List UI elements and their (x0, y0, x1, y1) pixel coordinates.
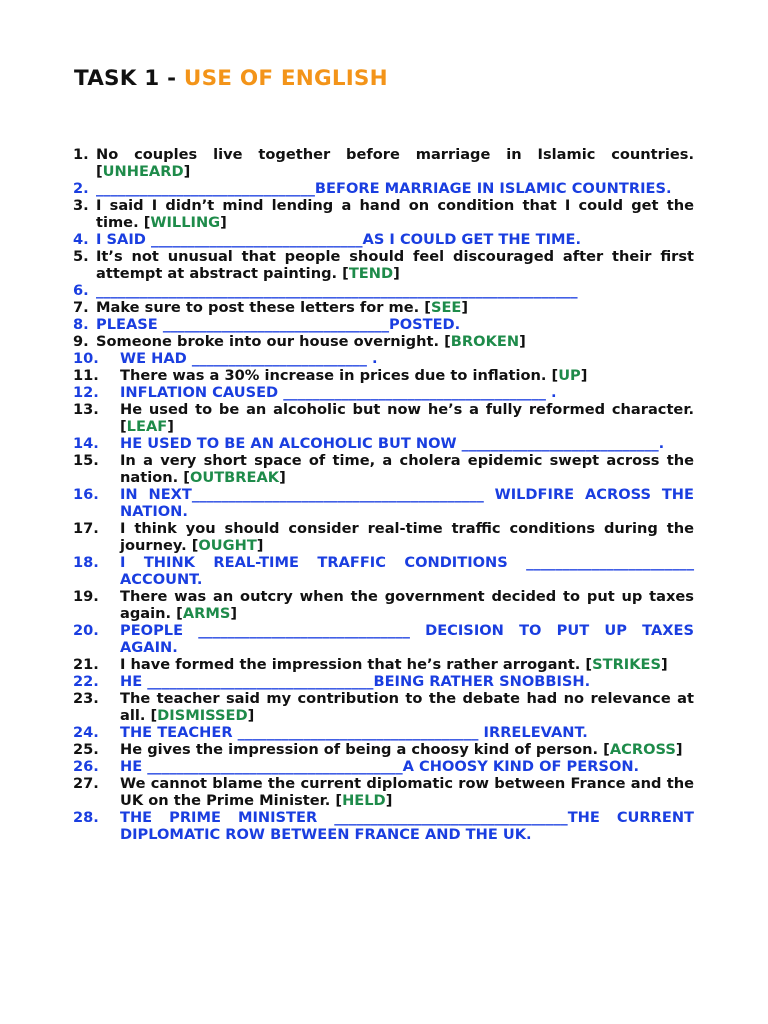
task-number: 1. (73, 146, 89, 163)
task-sentence: He used to be an alcoholic but now he’s a fully reformed character. (120, 401, 694, 418)
task-number: 26. (73, 758, 99, 775)
task-answer-line: I THINK REAL-TIME TRAFFIC CONDITIONS _______________________ ACCOUNT. (120, 554, 694, 588)
task-answer-line: HE ___________________________________A CHOOSY KIND OF PERSON. (120, 758, 640, 775)
task-sentence: No couples live together before marriage in Islamic countries. (96, 146, 694, 163)
task-item: 11. There was a 30% increase in prices due to inflation. [UP] (73, 367, 588, 384)
task-item: 1. No couples live together before marriage in Islamic countries. [UNHEARD] (73, 146, 694, 180)
task-sentence: I think you should consider real-time traffic conditions during the journey. (120, 520, 694, 554)
task-item: 3. I said I didn’t mind lending a hand on condition that I could get the time. [WILLING] (73, 197, 694, 231)
task-answer-line: PLEASE _______________________________POSTED. (96, 316, 461, 333)
task-keyword: TEND (348, 265, 394, 282)
task-answer-line: __________________________________________________________________ (96, 282, 578, 299)
task-keyword: OUGHT (198, 537, 257, 554)
task-number: 8. (73, 316, 89, 333)
task-sentence: It’s not unusual that people should feel discouraged after their first attempt at abstract painting. (96, 248, 694, 282)
task-item (73, 350, 694, 367)
task-number: 9. (73, 333, 89, 350)
task-number: 18. (73, 554, 99, 571)
task-item (73, 435, 694, 452)
task-number: 22. (73, 673, 99, 690)
task-number: 21. (73, 656, 99, 673)
task-item: 17. I think you should consider real-time traffic conditions during the journey. [OUGHT] (73, 520, 694, 554)
task-number: 16. (73, 486, 99, 503)
task-answer-line: HE _______________________________BEING RATHER SNOBBISH. (120, 673, 591, 690)
task-item (73, 282, 694, 299)
task-answer-line: I SAID _____________________________AS I COULD GET THE TIME. (96, 231, 582, 248)
task-item (73, 316, 694, 333)
task-number: 6. (73, 282, 89, 299)
task-item (73, 486, 694, 520)
task-number: 24. (73, 724, 99, 741)
task-item (73, 673, 694, 690)
task-sentence: There was an outcry when the government decided to put up taxes again. (120, 588, 694, 622)
task-answer-line: INFLATION CAUSED ____________________________________ . (120, 384, 557, 401)
task-keyword: ACROSS (609, 741, 676, 758)
task-keyword: STRIKES (592, 656, 662, 673)
task-item: 9. Someone broke into our house overnight. [BROKEN] (73, 333, 526, 350)
task-item (73, 809, 694, 843)
task-sentence: Someone broke into our house overnight. (96, 333, 440, 350)
task-number: 28. (73, 809, 99, 826)
task-item (73, 384, 694, 401)
task-number: 19. (73, 588, 99, 605)
task-item: 13. He used to be an alcoholic but now he’s a fully reformed character. [LEAF] (73, 401, 694, 435)
task-number: 27. (73, 775, 99, 792)
task-number: 23. (73, 690, 99, 707)
task-number: 25. (73, 741, 99, 758)
task-sentence: Make sure to post these letters for me. (96, 299, 420, 316)
task-number: 20. (73, 622, 99, 639)
task-keyword: SEE (430, 299, 462, 316)
task-sentence: He gives the impression of being a choosy kind of person. (120, 741, 599, 758)
task-sentence: We cannot blame the current diplomatic row between France and the UK on the Prime Minister. (120, 775, 694, 809)
task-keyword: DISMISSED (157, 707, 248, 724)
task-number: 3. (73, 197, 89, 214)
task-keyword: UNHEARD (102, 163, 184, 180)
task-item: 23. The teacher said my contribution to the debate had no relevance at all. [DISMISSED] (73, 690, 694, 724)
task-keyword: OUTBREAK (189, 469, 280, 486)
task-item (73, 622, 694, 656)
task-title-subject: USE OF ENGLISH (183, 66, 388, 91)
task-title (74, 66, 388, 91)
task-keyword: BROKEN (450, 333, 520, 350)
task-sentence: The teacher said my contribution to the debate had no relevance at all. (120, 690, 694, 724)
task-number: 7. (73, 299, 89, 316)
task-item (73, 180, 694, 197)
task-item: 7. Make sure to post these letters for me. [SEE] (73, 299, 469, 316)
task-keyword: LEAF (126, 418, 168, 435)
task-item: 27. We cannot blame the current diplomatic row between France and the UK on the Prime Minister. [HELD] (73, 775, 694, 809)
task-sentence: In a very short space of time, a cholera epidemic swept across the nation. (120, 452, 694, 486)
task-item (73, 231, 694, 248)
task-answer-line: IN NEXT________________________________________ WILDFIRE ACROSS THE NATION. (120, 486, 694, 520)
task-item: 21. I have formed the impression that he’s rather arrogant. [STRIKES] (73, 656, 668, 673)
task-number: 14. (73, 435, 99, 452)
task-item (73, 724, 694, 741)
task-number: 5. (73, 248, 89, 265)
task-number: 17. (73, 520, 99, 537)
task-answer-line: THE TEACHER _________________________________ IRRELEVANT. (120, 724, 588, 741)
task-list (73, 146, 694, 843)
task-answer-line: ______________________________BEFORE MARRIAGE IN ISLAMIC COUNTRIES. (96, 180, 672, 197)
task-answer-line: THE PRIME MINISTER ________________________________THE CURRENT DIPLOMATIC ROW BETWEEN FRANCE AND THE UK. (120, 809, 694, 843)
task-answer-line: HE USED TO BE AN ALCOHOLIC BUT NOW ___________________________. (120, 435, 665, 452)
task-keyword: UP (558, 367, 581, 384)
task-answer-line: WE HAD ________________________ . (120, 350, 378, 367)
task-number: 15. (73, 452, 99, 469)
task-number: 4. (73, 231, 89, 248)
task-sentence: There was a 30% increase in prices due to inflation. (120, 367, 547, 384)
task-item: 19. There was an outcry when the government decided to put up taxes again. [ARMS] (73, 588, 694, 622)
task-item (73, 758, 694, 775)
task-title-label: TASK 1 - (74, 66, 177, 91)
task-keyword: HELD (342, 792, 386, 809)
task-answer-line: PEOPLE _____________________________ DECISION TO PUT UP TAXES AGAIN. (120, 622, 694, 656)
task-number: 2. (73, 180, 89, 197)
task-number: 12. (73, 384, 99, 401)
task-item (73, 554, 694, 588)
task-sentence: I said I didn’t mind lending a hand on condition that I could get the time. (96, 197, 694, 231)
task-number: 11. (73, 367, 99, 384)
task-number: 10. (73, 350, 99, 367)
task-item: 5. It’s not unusual that people should feel discouraged after their first attempt at abstract painting. [TEND] (73, 248, 694, 282)
task-number: 13. (73, 401, 99, 418)
task-sentence: I have formed the impression that he’s rather arrogant. (120, 656, 581, 673)
task-item: 15. In a very short space of time, a cholera epidemic swept across the nation. [OUTBREAK] (73, 452, 694, 486)
task-item: 25. He gives the impression of being a choosy kind of person. [ACROSS] (73, 741, 683, 758)
task-keyword: WILLING (150, 214, 221, 231)
task-keyword: ARMS (182, 605, 231, 622)
